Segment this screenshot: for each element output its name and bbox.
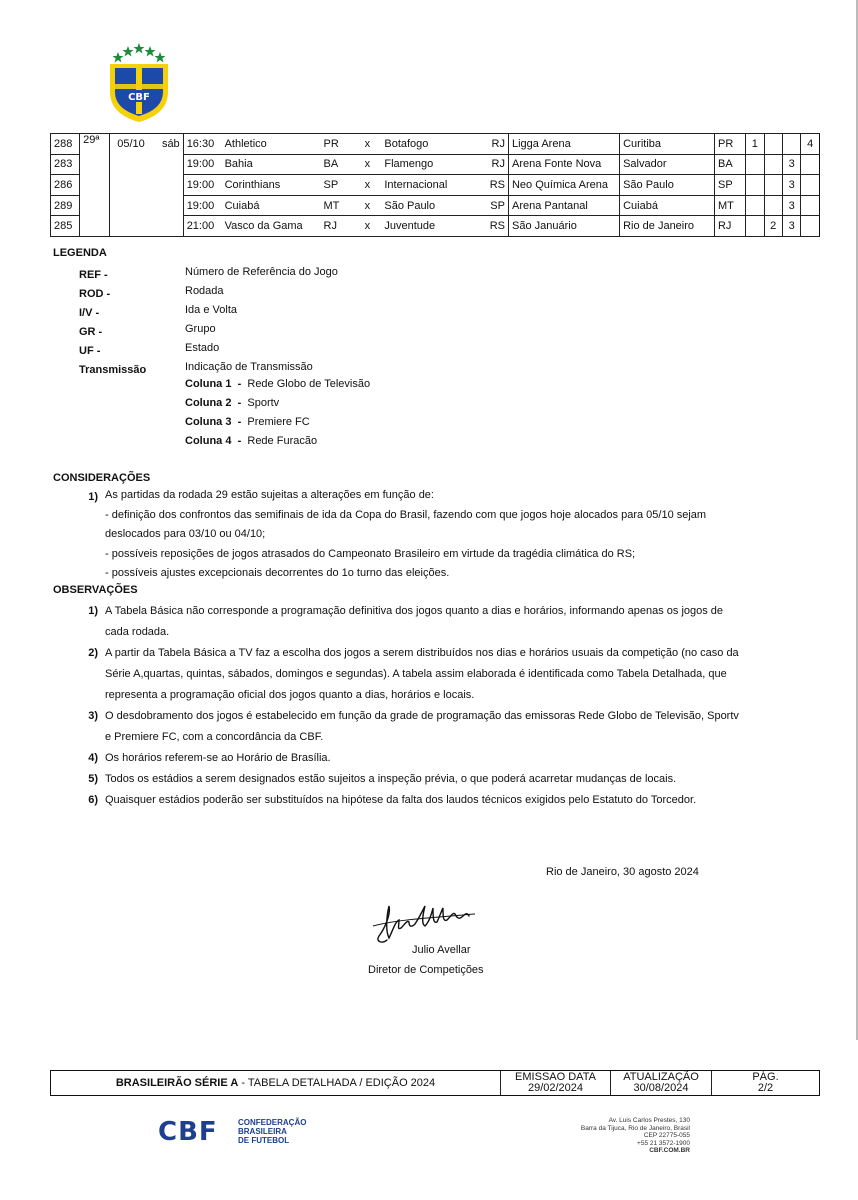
footer-page bbox=[711, 1071, 819, 1095]
legend-value: Estado bbox=[185, 342, 220, 354]
footer-info-box bbox=[50, 1070, 820, 1096]
table-row bbox=[51, 134, 820, 155]
cell-day bbox=[152, 216, 183, 237]
cell-home-uf: PR bbox=[321, 134, 354, 155]
cell-tv-col-1 bbox=[746, 175, 764, 196]
cell-day bbox=[152, 154, 183, 175]
observation-number: 3) bbox=[88, 710, 98, 722]
column-sep: - bbox=[237, 397, 242, 409]
cell-rod: 29ª bbox=[80, 134, 110, 155]
legend-column bbox=[185, 416, 310, 428]
cell-tv-col-4: 4 bbox=[801, 134, 820, 155]
legend-value: Número de Referência do Jogo bbox=[185, 266, 338, 278]
org-line: DE FUTEBOL bbox=[238, 1136, 290, 1145]
consideration-line: deslocados para 03/10 ou 04/10; bbox=[105, 528, 266, 540]
observation-text: Todos os estádios a serem designados estão sujeitos a inspeção prévia, o que poderá acarretar mudanças de locais. bbox=[105, 773, 677, 785]
consideration-line: - possíveis ajustes excepcionais decorrentes do 1o turno das eleições. bbox=[105, 567, 450, 579]
column-sep: - bbox=[237, 435, 242, 447]
address-line: CBF.COM.BR bbox=[649, 1147, 690, 1154]
cell-tv-col-2 bbox=[764, 175, 782, 196]
cell-time: 19:00 bbox=[183, 175, 221, 196]
legend-title: LEGENDA bbox=[53, 247, 107, 259]
page-value: 2/2 bbox=[757, 1082, 774, 1094]
observation-number: 5) bbox=[88, 773, 98, 785]
cell-stadium: Neo Química Arena bbox=[508, 175, 619, 196]
observations-title: OBSERVAÇÕES bbox=[53, 584, 138, 596]
column-sep: - bbox=[237, 378, 242, 390]
cell-ref: 283 bbox=[51, 154, 80, 175]
table-row bbox=[51, 154, 820, 175]
place-date: Rio de Janeiro, 30 agosto 2024 bbox=[546, 866, 699, 878]
legend-value: Indicação de Transmissão bbox=[185, 361, 313, 373]
footer-title-bold: BRASILEIRÃO SÉRIE A bbox=[115, 1076, 239, 1089]
cell-city: São Paulo bbox=[620, 175, 715, 196]
address-line: Av. Luis Carlos Prestes, 130 bbox=[608, 1117, 690, 1124]
cell-date bbox=[110, 195, 152, 216]
table-row bbox=[51, 216, 820, 237]
legend-value: Ida e Volta bbox=[185, 304, 237, 316]
observation-text: Quaisquer estádios poderão ser substituídos na hipótese da falta dos laudos técnicos exigidos pelo Estatuto do Torcedor. bbox=[105, 794, 697, 806]
legend-column bbox=[185, 397, 279, 409]
cell-home-uf: RJ bbox=[321, 216, 354, 237]
cell-home-team: Athletico bbox=[222, 134, 321, 155]
cell-city: Curitiba bbox=[620, 134, 715, 155]
column-value: Sportv bbox=[247, 397, 280, 409]
cell-away-team: Juventude bbox=[381, 216, 483, 237]
legend-column bbox=[185, 378, 370, 390]
cell-home-uf: MT bbox=[321, 195, 354, 216]
page-label: PÁG. bbox=[752, 1071, 779, 1083]
cell-time: 19:00 bbox=[183, 195, 221, 216]
cell-versus: x bbox=[353, 134, 381, 155]
cell-home-team: Vasco da Gama bbox=[222, 216, 321, 237]
cell-ref: 285 bbox=[51, 216, 80, 237]
cell-city: Salvador bbox=[620, 154, 715, 175]
column-value: Rede Furacão bbox=[247, 435, 318, 447]
cell-uf: SP bbox=[714, 175, 745, 196]
cell-time: 16:30 bbox=[183, 134, 221, 155]
signer-name: Julio Avellar bbox=[412, 944, 471, 956]
cell-versus: x bbox=[353, 216, 381, 237]
footer-emissao bbox=[500, 1071, 610, 1095]
legend-key: I/V - bbox=[79, 307, 100, 319]
cell-tv-col-2: 2 bbox=[764, 216, 782, 237]
cbf-address bbox=[520, 1117, 690, 1155]
observation-text: O desdobramento dos jogos é estabelecido em função da grade de programação das emissoras Rede Globo de Televisão, Sportv e Premiere FC, com a concordância da CBF. bbox=[105, 710, 739, 743]
column-sep: - bbox=[237, 416, 242, 428]
footer-title-rest: - TABELA DETALHADA / EDIÇÃO 2024 bbox=[238, 1076, 436, 1089]
address-line: Barra da Tijuca, Rio de Janeiro, Brasil bbox=[580, 1124, 690, 1132]
cell-away-team: São Paulo bbox=[381, 195, 483, 216]
observation-text: A Tabela Básica não corresponde a programação definitiva dos jogos quanto a dias e horários, informando apenas os jogos de cada rodada. bbox=[105, 605, 724, 638]
consideration-line: - possíveis reposições de jogos atrasados do Campeonato Brasileiro em virtude da tragédia climática do RS; bbox=[105, 547, 636, 560]
cell-rod bbox=[80, 216, 110, 237]
cell-ref: 289 bbox=[51, 195, 80, 216]
footer-title bbox=[51, 1071, 500, 1095]
cell-away-team: Botafogo bbox=[381, 134, 483, 155]
cell-uf: MT bbox=[714, 195, 745, 216]
cell-city: Rio de Janeiro bbox=[620, 216, 715, 237]
cell-tv-col-4 bbox=[801, 175, 820, 196]
observation-text: A partir da Tabela Básica a TV faz a escolha dos jogos a serem distribuídos nos dias e horários usuais da competição (no caso da Série A,quartas, quintas, sábados, domingos e segundas). A tabela assim elaborada é identificada como Tabela Detalhada, que representa a programação oficial dos jogos quanto a dias, horários e locais. bbox=[105, 647, 739, 701]
cell-versus: x bbox=[353, 175, 381, 196]
cell-tv-col-3: 3 bbox=[782, 154, 800, 175]
match-table bbox=[50, 133, 820, 237]
signer-role: Diretor de Competições bbox=[368, 964, 484, 976]
cell-ref: 288 bbox=[51, 134, 80, 155]
legend-key: GR - bbox=[79, 326, 103, 338]
legend-key: ROD - bbox=[79, 288, 111, 300]
cell-away-uf: RJ bbox=[484, 154, 509, 175]
cell-city: Cuiabá bbox=[620, 195, 715, 216]
consideration-line: - definição dos confrontos das semifinais de ida da Copa do Brasil, fazendo com que jogos hoje alocados para 05/10 sejam bbox=[105, 508, 707, 521]
cell-rod bbox=[80, 195, 110, 216]
column-value: Premiere FC bbox=[247, 416, 310, 428]
cell-stadium: Ligga Arena bbox=[508, 134, 619, 155]
org-line: CONFEDERAÇÃO bbox=[238, 1118, 307, 1127]
cell-tv-col-1 bbox=[746, 216, 764, 237]
cell-away-uf: RS bbox=[484, 216, 509, 237]
cell-away-uf: RS bbox=[484, 175, 509, 196]
cell-date bbox=[110, 175, 152, 196]
cbf-org-name bbox=[238, 1118, 306, 1145]
cell-tv-col-3: 3 bbox=[782, 216, 800, 237]
cell-uf: RJ bbox=[714, 216, 745, 237]
cell-tv-col-4 bbox=[801, 195, 820, 216]
atualizacao-label: ATUALIZAÇÃO bbox=[623, 1071, 699, 1083]
cell-tv-col-3: 3 bbox=[782, 195, 800, 216]
emissao-value: 29/02/2024 bbox=[527, 1082, 584, 1094]
cell-tv-col-2 bbox=[764, 154, 782, 175]
cell-tv-col-4 bbox=[801, 154, 820, 175]
cell-date bbox=[110, 216, 152, 237]
observation-number: 2) bbox=[88, 647, 98, 659]
cbf-wordmark-logo: CBF bbox=[158, 1117, 218, 1147]
cell-away-uf: RJ bbox=[484, 134, 509, 155]
cell-versus: x bbox=[353, 154, 381, 175]
cell-tv-col-3: 3 bbox=[782, 175, 800, 196]
column-label: Coluna 1 bbox=[185, 378, 232, 390]
cell-tv-col-4 bbox=[801, 216, 820, 237]
considerations-number: 1) bbox=[88, 491, 98, 503]
observation-number: 6) bbox=[88, 794, 98, 806]
cell-rod bbox=[80, 175, 110, 196]
atualizacao-value: 30/08/2024 bbox=[633, 1082, 689, 1094]
cell-ref: 286 bbox=[51, 175, 80, 196]
legend-key: Transmissão bbox=[79, 364, 147, 376]
cell-stadium: São Januário bbox=[508, 216, 619, 237]
legend-value: Grupo bbox=[185, 323, 216, 335]
cell-away-team: Flamengo bbox=[381, 154, 483, 175]
cell-away-uf: SP bbox=[484, 195, 509, 216]
considerations-title: CONSIDERAÇÕES bbox=[53, 472, 151, 484]
cell-day bbox=[152, 175, 183, 196]
column-label: Coluna 3 bbox=[185, 416, 232, 428]
cell-tv-col-2 bbox=[764, 134, 782, 155]
cell-date: 05/10 bbox=[110, 134, 152, 155]
cell-rod bbox=[80, 154, 110, 175]
legend-column bbox=[185, 435, 317, 447]
cell-stadium: Arena Fonte Nova bbox=[508, 154, 619, 175]
signature bbox=[365, 900, 485, 946]
cell-stadium: Arena Pantanal bbox=[508, 195, 619, 216]
cell-away-team: Internacional bbox=[381, 175, 483, 196]
cell-uf: PR bbox=[714, 134, 745, 155]
column-value: Rede Globo de Televisão bbox=[247, 378, 371, 390]
cell-day bbox=[152, 195, 183, 216]
cell-tv-col-1: 1 bbox=[746, 134, 764, 155]
table-row bbox=[51, 175, 820, 196]
cell-day: sáb bbox=[152, 134, 183, 155]
cell-home-uf: SP bbox=[321, 175, 354, 196]
cell-tv-col-1 bbox=[746, 195, 764, 216]
legend-key: UF - bbox=[79, 345, 101, 357]
cbf-crest-logo bbox=[104, 40, 174, 124]
legend-value: Rodada bbox=[185, 285, 224, 297]
cell-tv-col-3 bbox=[782, 134, 800, 155]
consideration-line: As partidas da rodada 29 estão sujeitas a alterações em função de: bbox=[105, 489, 434, 501]
cell-home-team: Cuiabá bbox=[222, 195, 321, 216]
cell-tv-col-1 bbox=[746, 154, 764, 175]
column-label: Coluna 4 bbox=[185, 435, 232, 447]
observation-number: 1) bbox=[88, 605, 98, 617]
emissao-label: EMISSAO DATA bbox=[515, 1071, 596, 1083]
address-line: +55 21 3572-1900 bbox=[637, 1139, 690, 1147]
observation-text: Os horários referem-se ao Horário de Brasília. bbox=[105, 752, 331, 764]
column-label: Coluna 2 bbox=[185, 397, 232, 409]
cell-time: 21:00 bbox=[183, 216, 221, 237]
cell-home-team: Bahia bbox=[222, 154, 321, 175]
cell-home-uf: BA bbox=[321, 154, 354, 175]
cell-versus: x bbox=[353, 195, 381, 216]
observation-number: 4) bbox=[88, 752, 98, 764]
legend-key: REF - bbox=[79, 269, 108, 281]
cell-tv-col-2 bbox=[764, 195, 782, 216]
cell-home-team: Corinthians bbox=[222, 175, 321, 196]
cell-time: 19:00 bbox=[183, 154, 221, 175]
address-line: CEP 22775-055 bbox=[643, 1132, 690, 1139]
footer-atualizacao bbox=[610, 1071, 711, 1095]
cell-date bbox=[110, 154, 152, 175]
svg-text:CBF: CBF bbox=[128, 92, 150, 103]
org-line: BRASILEIRA bbox=[238, 1127, 287, 1136]
cell-uf: BA bbox=[714, 154, 745, 175]
table-row bbox=[51, 195, 820, 216]
